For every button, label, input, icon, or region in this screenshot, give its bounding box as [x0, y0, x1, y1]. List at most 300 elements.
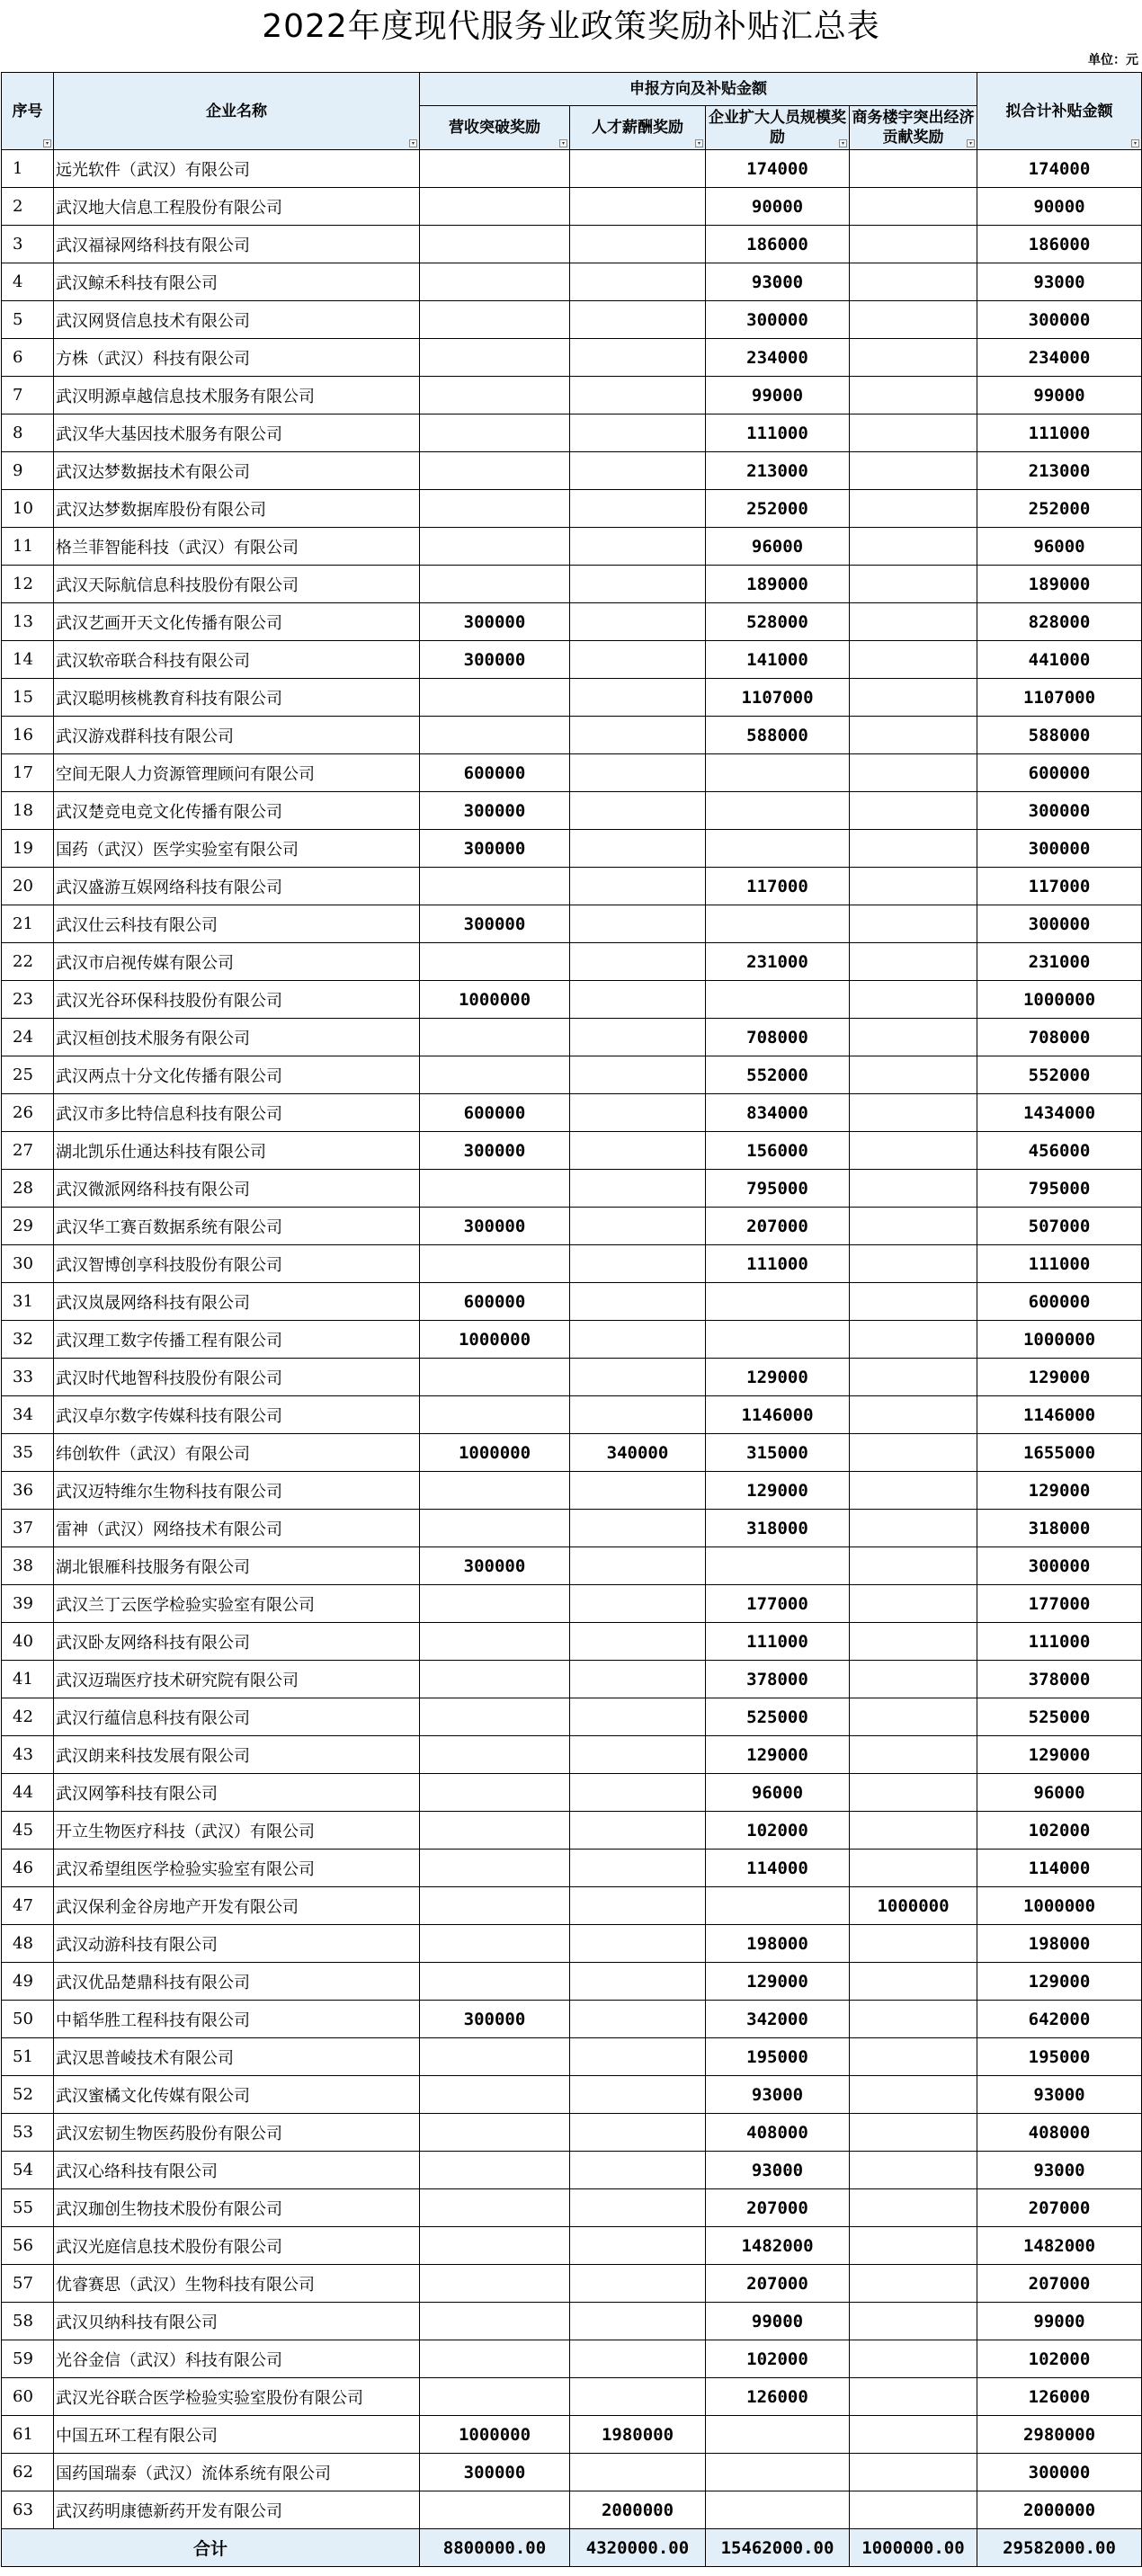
row-building — [850, 339, 977, 377]
row-talent — [570, 528, 706, 566]
row-seq: 19 — [2, 830, 54, 868]
row-total: 117000 — [977, 868, 1142, 905]
row-talent — [570, 1774, 706, 1812]
table-row — [2, 301, 1142, 339]
row-total: 507000 — [977, 1208, 1142, 1245]
row-building — [850, 2265, 977, 2303]
table-row — [2, 2152, 1142, 2189]
row-revenue — [420, 1887, 570, 1925]
table-row — [2, 188, 1142, 226]
row-building — [850, 1698, 977, 1736]
row-expand: 126000 — [706, 2378, 850, 2416]
filter-dropdown-icon[interactable]: ▾ — [409, 139, 417, 147]
row-talent: 2000000 — [570, 2491, 706, 2529]
row-revenue — [420, 339, 570, 377]
row-expand — [706, 905, 850, 943]
row-talent — [570, 1963, 706, 2001]
row-total: 1000000 — [977, 981, 1142, 1019]
row-revenue — [420, 1472, 570, 1510]
row-expand: 207000 — [706, 1208, 850, 1245]
row-seq: 9 — [2, 452, 54, 490]
row-revenue: 300000 — [420, 1208, 570, 1245]
row-revenue — [420, 2076, 570, 2114]
row-expand: 207000 — [706, 2265, 850, 2303]
row-seq: 37 — [2, 1510, 54, 1547]
row-revenue — [420, 1585, 570, 1623]
row-revenue — [420, 490, 570, 528]
table-row — [2, 339, 1142, 377]
row-seq: 5 — [2, 301, 54, 339]
row-total: 129000 — [977, 1736, 1142, 1774]
table-row — [2, 1170, 1142, 1208]
row-total: 129000 — [977, 1963, 1142, 2001]
row-expand: 234000 — [706, 339, 850, 377]
row-expand: 252000 — [706, 490, 850, 528]
filter-dropdown-icon[interactable]: ▾ — [559, 139, 567, 147]
row-revenue — [420, 2114, 570, 2152]
row-revenue — [420, 1736, 570, 1774]
row-building — [850, 2378, 977, 2416]
row-talent: 1980000 — [570, 2416, 706, 2454]
row-seq: 28 — [2, 1170, 54, 1208]
row-expand: 129000 — [706, 1359, 850, 1396]
row-seq: 7 — [2, 377, 54, 414]
row-total: 300000 — [977, 792, 1142, 830]
row-seq: 54 — [2, 2152, 54, 2189]
row-revenue — [420, 679, 570, 717]
row-total: 99000 — [977, 377, 1142, 414]
table-row — [2, 1774, 1142, 1812]
row-talent — [570, 868, 706, 905]
row-revenue — [420, 2038, 570, 2076]
row-expand: 129000 — [706, 1472, 850, 1510]
table-row — [2, 1396, 1142, 1434]
row-total: 177000 — [977, 1585, 1142, 1623]
row-revenue: 600000 — [420, 1283, 570, 1321]
row-seq: 33 — [2, 1359, 54, 1396]
row-expand: 213000 — [706, 452, 850, 490]
table-row — [2, 226, 1142, 263]
row-talent — [570, 792, 706, 830]
row-talent — [570, 150, 706, 188]
header-talent[interactable]: 人才薪酬奖励 ▾ — [570, 106, 706, 150]
table-row — [2, 1925, 1142, 1963]
row-revenue — [420, 528, 570, 566]
table-row — [2, 2265, 1142, 2303]
row-building — [850, 1585, 977, 1623]
row-building — [850, 1132, 977, 1170]
row-revenue — [420, 1698, 570, 1736]
row-revenue — [420, 2340, 570, 2378]
total-building: 1000000.00 — [850, 2529, 977, 2567]
row-company-name: 武汉天际航信息科技股份有限公司 — [54, 566, 420, 603]
row-total: 300000 — [977, 1547, 1142, 1585]
row-seq: 56 — [2, 2227, 54, 2265]
row-seq: 8 — [2, 414, 54, 452]
row-expand: 1107000 — [706, 679, 850, 717]
row-total: 588000 — [977, 717, 1142, 754]
row-expand: 231000 — [706, 943, 850, 981]
row-total: 93000 — [977, 2152, 1142, 2189]
row-seq: 42 — [2, 1698, 54, 1736]
filter-dropdown-icon[interactable]: ▾ — [839, 139, 847, 147]
row-seq: 44 — [2, 1774, 54, 1812]
row-seq: 55 — [2, 2189, 54, 2227]
row-expand: 90000 — [706, 188, 850, 226]
row-company-name: 雷神（武汉）网络技术有限公司 — [54, 1510, 420, 1547]
row-expand: 588000 — [706, 717, 850, 754]
row-total: 828000 — [977, 603, 1142, 641]
table-row — [2, 792, 1142, 830]
row-expand: 189000 — [706, 566, 850, 603]
table-row — [2, 566, 1142, 603]
table-row — [2, 1321, 1142, 1359]
row-company-name: 湖北银雁科技服务有限公司 — [54, 1547, 420, 1585]
row-company-name: 武汉市启视传媒有限公司 — [54, 943, 420, 981]
row-seq: 60 — [2, 2378, 54, 2416]
row-total: 378000 — [977, 1661, 1142, 1698]
table-row — [2, 1132, 1142, 1170]
row-expand — [706, 1547, 850, 1585]
header-total[interactable]: 拟合计补贴金额 ▾ — [977, 73, 1142, 150]
row-company-name: 武汉福禄网络科技有限公司 — [54, 226, 420, 263]
row-talent — [570, 1585, 706, 1623]
row-revenue — [420, 1056, 570, 1094]
row-expand: 102000 — [706, 1812, 850, 1850]
row-building — [850, 1359, 977, 1396]
row-seq: 3 — [2, 226, 54, 263]
row-building — [850, 1623, 977, 1661]
row-revenue: 300000 — [420, 792, 570, 830]
row-revenue: 1000000 — [420, 1434, 570, 1472]
row-total: 198000 — [977, 1925, 1142, 1963]
row-building — [850, 377, 977, 414]
row-building — [850, 2114, 977, 2152]
row-seq: 14 — [2, 641, 54, 679]
header-revenue[interactable]: 营收突破奖励 ▾ — [420, 106, 570, 150]
row-seq: 63 — [2, 2491, 54, 2529]
row-talent — [570, 2152, 706, 2189]
row-company-name: 武汉心络科技有限公司 — [54, 2152, 420, 2189]
row-seq: 49 — [2, 1963, 54, 2001]
row-expand: 198000 — [706, 1925, 850, 1963]
table-row — [2, 830, 1142, 868]
row-company-name: 武汉软帝联合科技有限公司 — [54, 641, 420, 679]
row-company-name: 武汉地大信息工程股份有限公司 — [54, 188, 420, 226]
row-talent — [570, 1132, 706, 1170]
row-total: 1655000 — [977, 1434, 1142, 1472]
row-building: 1000000 — [850, 1887, 977, 1925]
row-total: 300000 — [977, 301, 1142, 339]
row-seq: 21 — [2, 905, 54, 943]
row-building — [850, 414, 977, 452]
row-revenue — [420, 414, 570, 452]
table-row — [2, 377, 1142, 414]
row-expand: 111000 — [706, 1623, 850, 1661]
row-talent — [570, 414, 706, 452]
row-building — [850, 1396, 977, 1434]
row-seq: 51 — [2, 2038, 54, 2076]
row-seq: 6 — [2, 339, 54, 377]
row-seq: 43 — [2, 1736, 54, 1774]
row-revenue — [420, 1661, 570, 1698]
row-talent — [570, 641, 706, 679]
row-building — [850, 2416, 977, 2454]
row-seq: 17 — [2, 754, 54, 792]
row-building — [850, 226, 977, 263]
row-company-name: 武汉希望组医学检验实验室有限公司 — [54, 1850, 420, 1887]
row-seq: 46 — [2, 1850, 54, 1887]
row-expand: 552000 — [706, 1056, 850, 1094]
row-revenue: 1000000 — [420, 981, 570, 1019]
row-company-name: 中韬华胜工程科技有限公司 — [54, 2001, 420, 2038]
row-building — [850, 150, 977, 188]
row-seq: 40 — [2, 1623, 54, 1661]
row-company-name: 武汉智博创享科技股份有限公司 — [54, 1245, 420, 1283]
row-revenue — [420, 188, 570, 226]
header-name[interactable]: 企业名称 ▾ — [54, 73, 420, 150]
row-seq: 4 — [2, 263, 54, 301]
row-total: 2980000 — [977, 2416, 1142, 2454]
table-row — [2, 2378, 1142, 2416]
row-talent — [570, 905, 706, 943]
row-total: 300000 — [977, 830, 1142, 868]
row-total: 90000 — [977, 188, 1142, 226]
row-talent — [570, 2001, 706, 2038]
table-row — [2, 1283, 1142, 1321]
row-expand: 129000 — [706, 1963, 850, 2001]
row-expand — [706, 2416, 850, 2454]
row-expand: 141000 — [706, 641, 850, 679]
row-building — [850, 1850, 977, 1887]
row-seq: 38 — [2, 1547, 54, 1585]
row-seq: 35 — [2, 1434, 54, 1472]
row-talent — [570, 754, 706, 792]
row-seq: 1 — [2, 150, 54, 188]
row-revenue — [420, 2378, 570, 2416]
row-building — [850, 452, 977, 490]
row-revenue — [420, 226, 570, 263]
row-seq: 31 — [2, 1283, 54, 1321]
row-company-name: 武汉两点十分文化传播有限公司 — [54, 1056, 420, 1094]
row-expand: 315000 — [706, 1434, 850, 1472]
row-revenue: 300000 — [420, 1547, 570, 1585]
row-total: 174000 — [977, 150, 1142, 188]
row-revenue — [420, 717, 570, 754]
filter-dropdown-icon[interactable]: ▾ — [43, 139, 51, 147]
row-building — [850, 1736, 977, 1774]
row-revenue — [420, 1623, 570, 1661]
row-expand: 102000 — [706, 2340, 850, 2378]
row-seq: 12 — [2, 566, 54, 603]
row-revenue — [420, 1812, 570, 1850]
row-building — [850, 1963, 977, 2001]
total-row — [2, 2529, 1142, 2567]
row-company-name: 开立生物医疗科技（武汉）有限公司 — [54, 1812, 420, 1850]
row-seq: 16 — [2, 717, 54, 754]
row-seq: 27 — [2, 1132, 54, 1170]
row-building — [850, 717, 977, 754]
row-seq: 57 — [2, 2265, 54, 2303]
row-building — [850, 1019, 977, 1056]
row-total: 318000 — [977, 1510, 1142, 1547]
row-talent — [570, 301, 706, 339]
row-building — [850, 641, 977, 679]
row-revenue — [420, 1925, 570, 1963]
subsidy-table — [1, 72, 1142, 2567]
row-seq: 15 — [2, 679, 54, 717]
row-talent — [570, 2303, 706, 2340]
row-total: 525000 — [977, 1698, 1142, 1736]
row-revenue — [420, 1019, 570, 1056]
row-revenue — [420, 2152, 570, 2189]
row-company-name: 武汉市多比特信息科技有限公司 — [54, 1094, 420, 1132]
row-seq: 25 — [2, 1056, 54, 1094]
total-talent: 4320000.00 — [570, 2529, 706, 2567]
row-talent — [570, 679, 706, 717]
row-building — [850, 2303, 977, 2340]
row-talent — [570, 1547, 706, 1585]
row-company-name: 空间无限人力资源管理顾问有限公司 — [54, 754, 420, 792]
row-talent — [570, 452, 706, 490]
row-total: 795000 — [977, 1170, 1142, 1208]
row-building — [850, 2189, 977, 2227]
row-talent — [570, 2227, 706, 2265]
table-row — [2, 2340, 1142, 2378]
row-total: 1000000 — [977, 1321, 1142, 1359]
row-seq: 50 — [2, 2001, 54, 2038]
table-row — [2, 679, 1142, 717]
header-building[interactable]: 商务楼宇突出经济贡献奖励 ▾ — [850, 106, 977, 150]
row-total: 102000 — [977, 1812, 1142, 1850]
row-talent — [570, 1019, 706, 1056]
row-total: 231000 — [977, 943, 1142, 981]
row-total: 300000 — [977, 905, 1142, 943]
row-expand — [706, 1321, 850, 1359]
row-company-name: 光谷金信（武汉）科技有限公司 — [54, 2340, 420, 2378]
row-building — [850, 566, 977, 603]
row-company-name: 武汉药明康德新药开发有限公司 — [54, 2491, 420, 2529]
header-seq[interactable]: 序号 ▾ — [2, 73, 54, 150]
table-row — [2, 905, 1142, 943]
row-total: 252000 — [977, 490, 1142, 528]
row-talent — [570, 1472, 706, 1510]
row-company-name: 远光软件（武汉）有限公司 — [54, 150, 420, 188]
row-seq: 52 — [2, 2076, 54, 2114]
row-expand: 99000 — [706, 2303, 850, 2340]
row-company-name: 武汉理工数字传播工程有限公司 — [54, 1321, 420, 1359]
row-building — [850, 301, 977, 339]
table-row — [2, 981, 1142, 1019]
row-company-name: 方株（武汉）科技有限公司 — [54, 339, 420, 377]
table-row — [2, 452, 1142, 490]
row-seq: 26 — [2, 1094, 54, 1132]
row-company-name: 武汉迈瑞医疗技术研究院有限公司 — [54, 1661, 420, 1698]
row-building — [850, 754, 977, 792]
row-expand: 342000 — [706, 2001, 850, 2038]
header-expand[interactable]: 企业扩大人员规模奖励 ▾ — [706, 106, 850, 150]
row-seq: 2 — [2, 188, 54, 226]
row-company-name: 武汉兰丁云医学检验实验室有限公司 — [54, 1585, 420, 1623]
row-expand: 186000 — [706, 226, 850, 263]
filter-dropdown-icon[interactable]: ▾ — [967, 139, 975, 147]
row-company-name: 武汉优品楚鼎科技有限公司 — [54, 1963, 420, 2001]
total-sum: 29582000.00 — [977, 2529, 1142, 2567]
table-row — [2, 2076, 1142, 2114]
row-company-name: 武汉网贤信息技术有限公司 — [54, 301, 420, 339]
row-talent — [570, 1359, 706, 1396]
table-row — [2, 1812, 1142, 1850]
row-total: 441000 — [977, 641, 1142, 679]
row-seq: 62 — [2, 2454, 54, 2491]
row-expand — [706, 1283, 850, 1321]
row-building — [850, 1925, 977, 1963]
row-seq: 53 — [2, 2114, 54, 2152]
row-expand: 93000 — [706, 263, 850, 301]
filter-dropdown-icon[interactable]: ▾ — [695, 139, 703, 147]
row-expand: 111000 — [706, 414, 850, 452]
row-expand: 408000 — [706, 2114, 850, 2152]
row-building — [850, 1547, 977, 1585]
table-row — [2, 1963, 1142, 2001]
row-seq: 41 — [2, 1661, 54, 1698]
table-row — [2, 2189, 1142, 2227]
row-building — [850, 1208, 977, 1245]
table-row — [2, 2454, 1142, 2491]
table-row — [2, 263, 1142, 301]
row-seq: 29 — [2, 1208, 54, 1245]
table-row — [2, 943, 1142, 981]
table-row — [2, 1359, 1142, 1396]
row-seq: 61 — [2, 2416, 54, 2454]
row-total: 96000 — [977, 1774, 1142, 1812]
row-building — [850, 2454, 977, 2491]
row-expand — [706, 830, 850, 868]
row-company-name: 武汉达梦数据技术有限公司 — [54, 452, 420, 490]
row-building — [850, 2038, 977, 2076]
row-revenue: 300000 — [420, 641, 570, 679]
row-revenue: 1000000 — [420, 1321, 570, 1359]
row-total: 207000 — [977, 2265, 1142, 2303]
row-expand: 117000 — [706, 868, 850, 905]
row-building — [850, 263, 977, 301]
row-talent — [570, 1321, 706, 1359]
filter-dropdown-icon[interactable]: ▾ — [1131, 139, 1139, 147]
row-building — [850, 868, 977, 905]
row-talent — [570, 1925, 706, 1963]
row-talent — [570, 1396, 706, 1434]
row-expand: 114000 — [706, 1850, 850, 1887]
row-talent — [570, 2454, 706, 2491]
row-total: 99000 — [977, 2303, 1142, 2340]
row-revenue — [420, 377, 570, 414]
row-talent — [570, 2265, 706, 2303]
row-talent — [570, 1170, 706, 1208]
row-revenue — [420, 263, 570, 301]
table-row — [2, 717, 1142, 754]
page-title: 2022年度现代服务业政策奖励补贴汇总表 — [262, 8, 880, 45]
row-seq: 23 — [2, 981, 54, 1019]
table-row — [2, 2303, 1142, 2340]
row-company-name: 优睿赛思（武汉）生物科技有限公司 — [54, 2265, 420, 2303]
row-total: 114000 — [977, 1850, 1142, 1887]
row-building — [850, 1321, 977, 1359]
row-revenue: 300000 — [420, 603, 570, 641]
row-company-name: 武汉游戏群科技有限公司 — [54, 717, 420, 754]
total-revenue: 8800000.00 — [420, 2529, 570, 2567]
row-talent — [570, 2378, 706, 2416]
row-company-name: 武汉艺画开天文化传播有限公司 — [54, 603, 420, 641]
